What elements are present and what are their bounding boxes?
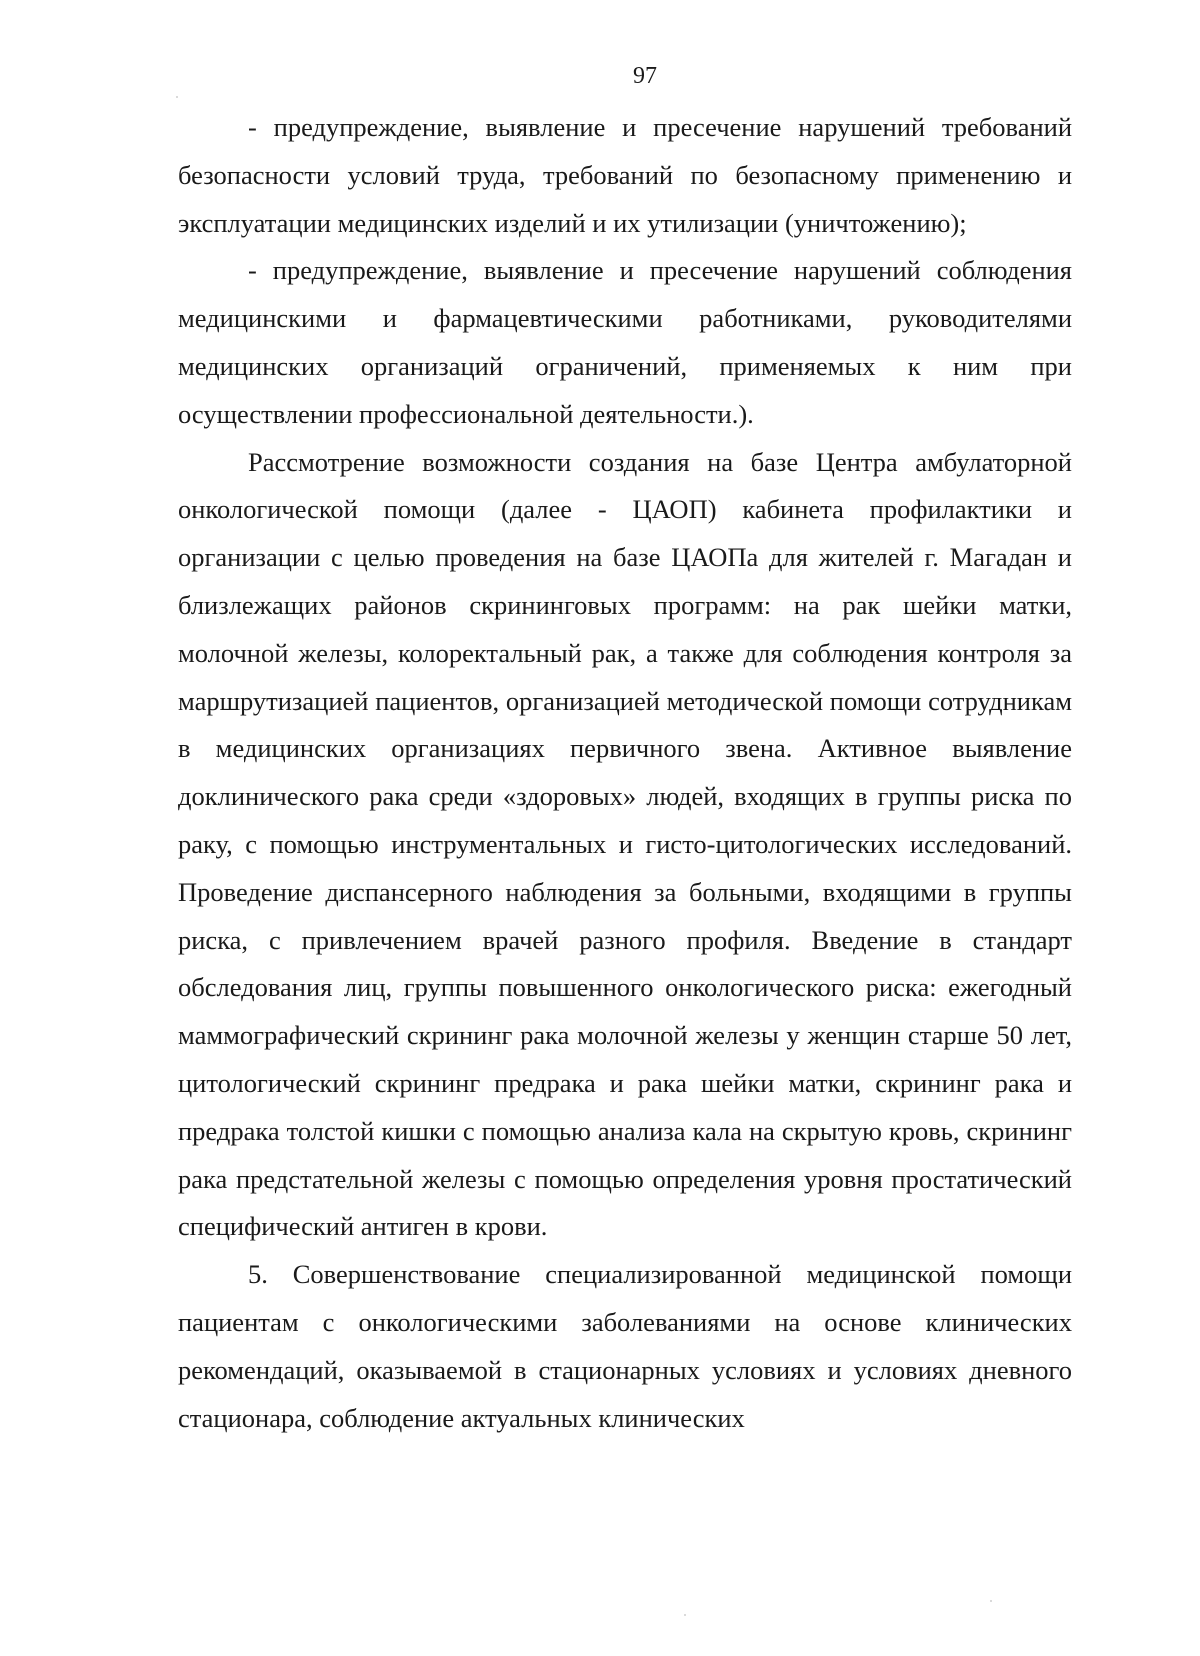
- paragraph-restrictions-violations: - предупреждение, выявление и пресечение нарушений соблюдения медицинскими и фармацевтическими работниками, руководителями медицинских организаций ограничений, применяемых к ним при осуществлении профессиональной деятельности.).: [178, 255, 1072, 429]
- scan-artifact: [990, 1600, 992, 1602]
- paragraph-safety-violations: - предупреждение, выявление и пресечение нарушений требований безопасности условий труда, требований по безопасному применению и эксплуатации медицинских изделий и их утилизации (уничтожению);: [178, 112, 1072, 238]
- paragraph-caop-screening: Рассмотрение возможности создания на базе Центра амбулаторной онкологической помощи (далее - ЦАОП) кабинета профилактики и организации с целью проведения на базе ЦАОПа для жителей г. Магадан и близлежащих районов скрининговых программ: на рак шейки матки, молочной железы, колоректальный рак, а также для соблюдения контроля за маршрутизацией пациентов, организацией методической помощи сотрудникам в медицинских организациях первичного звена. Активное выявление доклинического рака среди «здоровых» людей, входящих в группы риска по раку, с помощью инструментальных и гисто-цитологических исследований. Проведение диспансерного наблюдения за больными, входящими в группы риска, с привлечением врачей разного профиля. Введение в стандарт обследования лиц, группы повышенного онкологического риска: ежегодный маммографический скрининг рака молочной железы у женщин старше 50 лет, цитологический скрининг предрака и рака шейки матки, скрининг рака и предрака толстой кишки с помощью анализа кала на скрытую кровь, скрининг рака предстательной железы с помощью определения уровня простатический специфический антиген в крови.: [178, 446, 1072, 1242]
- paragraph-specialized-care: 5. Совершенствование специализированной медицинской помощи пациентам с онкологическими заболеваниями на основе клинических рекомендаций, оказываемой в стационарных условиях и условиях дневного стационара, соблюдение актуальных клинических: [178, 1259, 1072, 1433]
- document-page: [178, 60, 1072, 1442]
- scan-artifact: [684, 1614, 686, 1616]
- page-number: 97: [633, 63, 657, 89]
